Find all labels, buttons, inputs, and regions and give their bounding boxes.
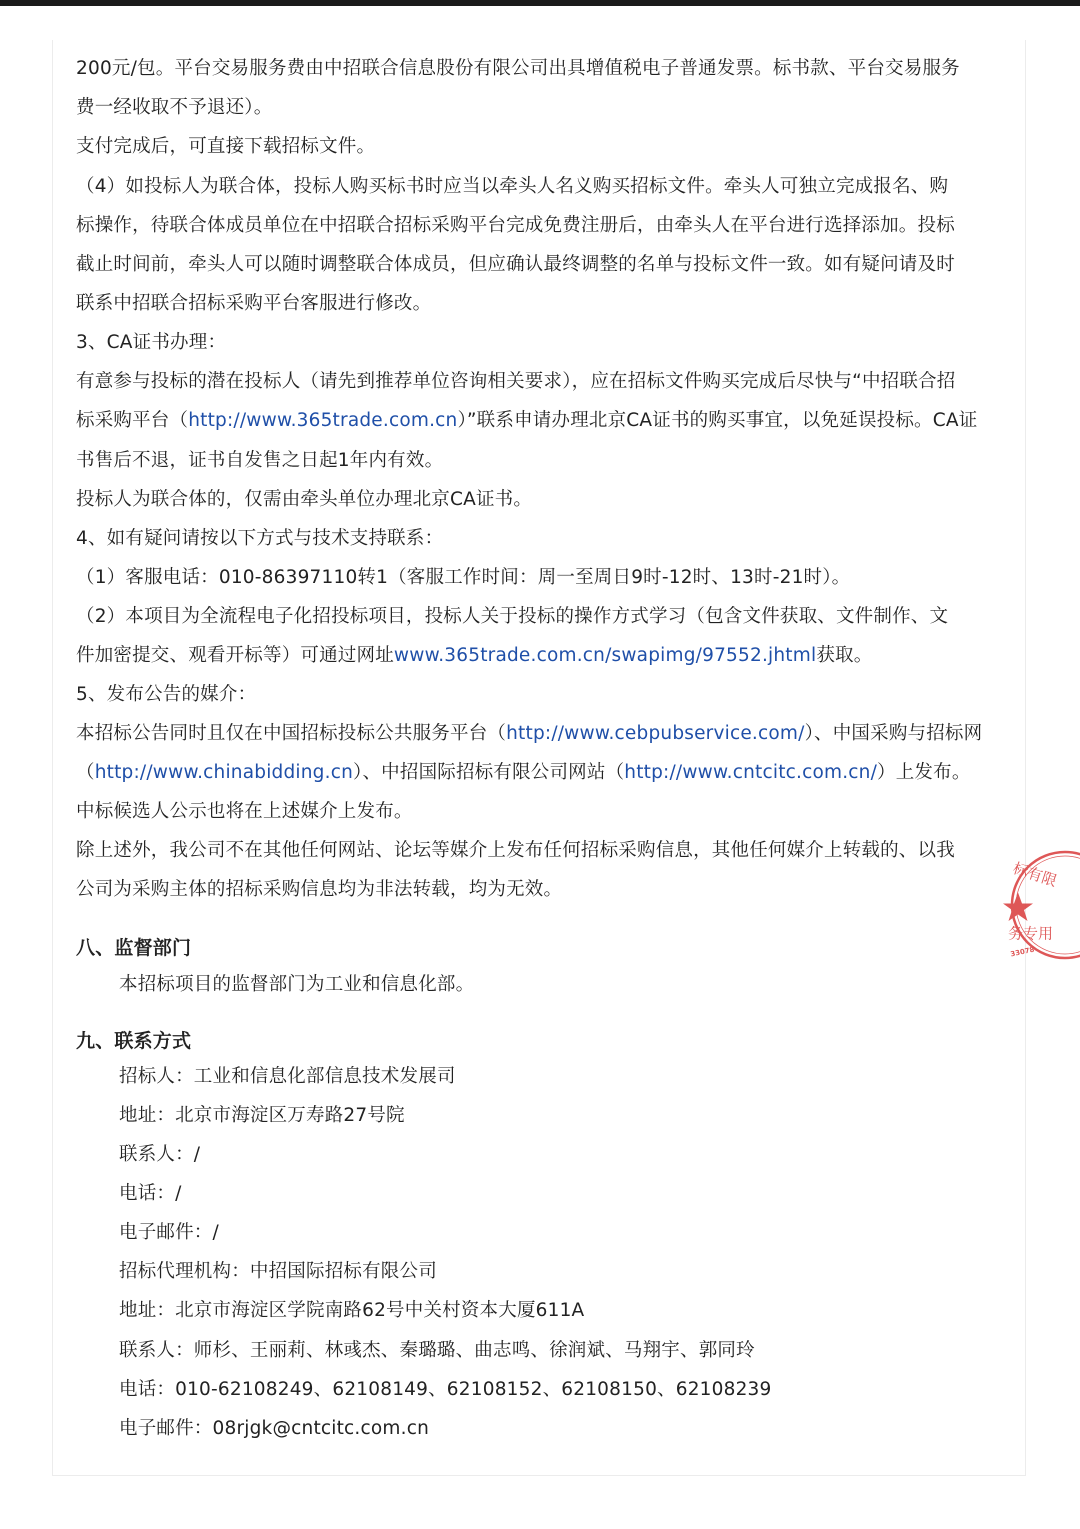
paragraph-line: [76, 643, 872, 669]
paragraph-line: 支付完成后，可直接下载招标文件。: [76, 136, 376, 157]
text-segment: ）”联系申请办理北京CA证书的购买事宜，以免延误投标。CA证: [457, 410, 978, 431]
paragraph-line: [76, 408, 977, 434]
contact-line: 电子邮件：/: [119, 1222, 219, 1243]
contact-line: 地址：北京市海淀区学院南路62号中关村资本大厦611A: [119, 1300, 585, 1321]
section-title: 5、发布公告的媒介：: [76, 684, 257, 705]
paragraph-line: 中标候选人公示也将在上述媒介上发布。: [76, 801, 413, 822]
star-icon: [1003, 893, 1033, 922]
seal-stamp: [1000, 780, 1080, 1030]
contact-line: 联系人：师杉、王丽莉、林彧杰、秦璐璐、曲志鸣、徐润斌、马翔宇、郭同玲: [119, 1340, 755, 1361]
paragraph-line: [76, 721, 982, 747]
section-title: 4、如有疑问请按以下方式与技术支持联系：: [76, 528, 444, 549]
paragraph-line: [76, 760, 971, 786]
paragraph-line: （4）如投标人为联合体，投标人购买标书时应当以牵头人名义购买招标文件。牵头人可独立完成报名、购: [76, 176, 949, 197]
text-segment: 获取。: [816, 645, 873, 666]
paragraph-line: 联系中招联合招标采购平台客服进行修改。: [76, 293, 432, 314]
link-cebpubservice[interactable]: http://www.cebpubservice.com/: [506, 723, 805, 744]
section-heading: 九、联系方式: [76, 1030, 192, 1052]
link-tutorial[interactable]: www.365trade.com.cn/swapimg/97552.jhtml: [393, 645, 817, 666]
contact-line: [119, 1416, 429, 1442]
link-cntcitc[interactable]: http://www.cntcitc.com.cn/: [624, 762, 878, 783]
paragraph-line: 书售后不退，证书自发售之日起1年内有效。: [76, 450, 444, 471]
stamp-text-top: 标有限: [1010, 859, 1060, 891]
contact-line: 地址：北京市海淀区万寿路27号院: [119, 1105, 405, 1126]
paragraph-line: 有意参与投标的潜在投标人（请先到推荐单位咨询相关要求），应在招标文件购买完成后尽快与“中招联合招: [76, 371, 956, 392]
link-chinabidding[interactable]: http://www.chinabidding.cn: [94, 762, 354, 783]
paragraph-line: 费一经收取不予退还）。: [76, 97, 273, 118]
contact-line: 联系人：/: [119, 1144, 201, 1165]
paragraph-line: 投标人为联合体的，仅需由牵头单位办理北京CA证书。: [76, 489, 533, 510]
text-segment: 标采购平台（: [76, 410, 189, 431]
paragraph-line: 除上述外，我公司不在其他任何网站、论坛等媒介上发布任何招标采购信息，其他任何媒介上转载的、以我: [76, 840, 955, 861]
paragraph-line: 标操作，待联合体成员单位在中招联合招标采购平台完成免费注册后，由牵头人在平台进行选择添加。投标: [76, 215, 955, 236]
text-segment: ）、中招国际招标有限公司网站（: [353, 762, 625, 783]
text-segment: 件加密提交、观看开标等）可通过网址: [76, 645, 394, 666]
paragraph-line: 本招标项目的监督部门为工业和信息化部。: [119, 974, 475, 995]
contact-line: 招标人：工业和信息化部信息技术发展司: [119, 1066, 456, 1087]
paragraph-line: （1）客服电话：010-86397110转1（客服工作时间：周一至周日9时-12时、13时-21时）。: [76, 567, 851, 588]
contact-line: 招标代理机构：中招国际招标有限公司: [119, 1261, 437, 1282]
paragraph-line: （2）本项目为全流程电子化招投标项目，投标人关于投标的操作方式学习（包含文件获取、文件制作、文: [76, 606, 949, 627]
text-segment: （: [76, 762, 95, 783]
paragraph-line: 公司为采购主体的招标采购信息均为非法转载，均为无效。: [76, 879, 563, 900]
section-heading: 八、监督部门: [76, 937, 192, 959]
top-bar: [0, 0, 1080, 6]
contact-line: 电话：010-62108249、62108149、62108152、62108150、62108239: [119, 1379, 772, 1400]
stamp-number: 33078: [1009, 945, 1036, 959]
text-segment: ）、中国采购与招标网: [804, 723, 983, 744]
section-title: 3、CA证书办理：: [76, 332, 227, 353]
stamp-text-mid: 务专用: [1008, 924, 1054, 943]
contact-line: 电话：/: [119, 1183, 182, 1204]
link-365trade[interactable]: http://www.365trade.com.cn: [188, 410, 458, 431]
paragraph-line: 200元/包。平台交易服务费由中招联合信息股份有限公司出具增值税电子普通发票。标书款、平台交易服务: [76, 58, 960, 79]
paragraph-line: 截止时间前，牵头人可以随时调整联合体成员，但应确认最终调整的名单与投标文件一致。如有疑问请及时: [76, 254, 955, 275]
email-address[interactable]: 电子邮件：08rjgk@cntcitc.com.cn: [119, 1418, 429, 1439]
text-segment: 本招标公告同时且仅在中国招标投标公共服务平台（: [76, 723, 507, 744]
text-segment: ）上发布。: [877, 762, 971, 783]
